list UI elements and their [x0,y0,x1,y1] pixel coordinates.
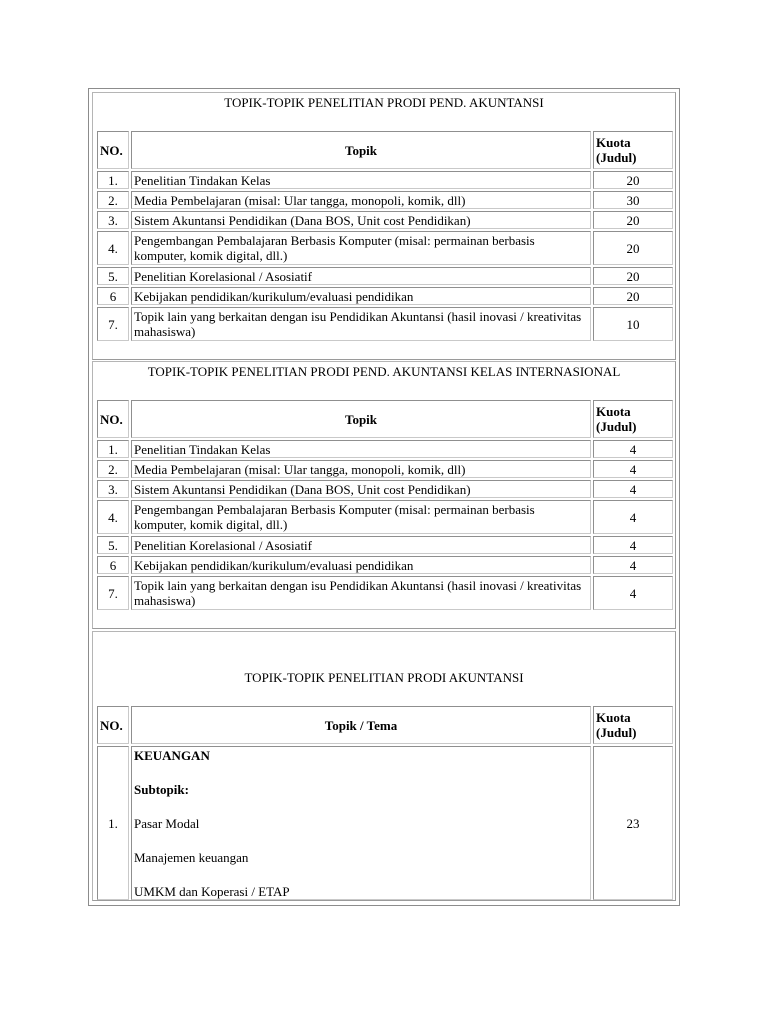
subtopic-item: UMKM dan Koperasi / ETAP [134,884,290,899]
row-quota: 4 [593,480,673,498]
topic-heading: KEUANGAN [134,748,210,763]
row-no: 4. [97,231,129,265]
row-quota: 30 [593,191,673,209]
row-no: 2. [97,460,129,478]
row-no: 3. [97,211,129,229]
row-topic: Pengembangan Pembalajaran Berbasis Komputer (misal: permainan berbasis komputer, komik digital, dll.) [131,500,591,534]
row-no: 4. [97,500,129,534]
row-no: 1. [97,746,129,900]
table-row [97,287,673,305]
row-topic: Kebijakan pendidikan/kurikulum/evaluasi pendidikan [131,287,591,305]
table-row [97,460,673,478]
topics-table [95,398,675,612]
row-quota: 20 [593,231,673,265]
row-quota: 4 [593,536,673,554]
row-no: 6 [97,556,129,574]
table-row [97,480,673,498]
row-no: 1. [97,440,129,458]
table-header-row [97,706,673,744]
row-topic: Media Pembelajaran (misal: Ular tangga, monopoli, komik, dll) [131,460,591,478]
table-row [97,171,673,189]
row-no: 7. [97,576,129,610]
row-quota: 20 [593,211,673,229]
section-title: TOPIK-TOPIK PENELITIAN PRODI PEND. AKUNTANSI KELAS INTERNASIONAL [147,364,621,379]
header-topic: Topik [131,400,591,438]
header-topic: Topik / Tema [131,706,591,744]
header-quota: Kuota (Judul) [593,400,673,438]
row-no: 5. [97,267,129,285]
table-row [97,231,673,265]
table-header-row [97,131,673,169]
topics-table [95,129,675,343]
header-quota: Kuota (Judul) [593,706,673,744]
section-title: TOPIK-TOPIK PENELITIAN PRODI PEND. AKUNTANSI [224,95,544,110]
table-row [97,536,673,554]
header-no: NO. [97,400,129,438]
row-quota: 20 [593,267,673,285]
row-quota: 20 [593,171,673,189]
header-no: NO. [97,706,129,744]
row-quota: 23 [593,746,673,900]
table-row [97,746,673,900]
row-topic: Topik lain yang berkaitan dengan isu Pendidikan Akuntansi (hasil inovasi / kreativitas mahasiswa) [131,307,591,341]
row-topic: Sistem Akuntansi Pendidikan (Dana BOS, Unit cost Pendidikan) [131,480,591,498]
row-no: 6 [97,287,129,305]
row-topic: Penelitian Tindakan Kelas [131,171,591,189]
subtopic-item: Pasar Modal [134,816,200,831]
row-no: 1. [97,171,129,189]
row-no: 5. [97,536,129,554]
row-quota: 4 [593,556,673,574]
section-pend-akuntansi-internasional [92,361,676,629]
row-topic: Media Pembelajaran (misal: Ular tangga, monopoli, komik, dll) [131,191,591,209]
header-quota: Kuota (Judul) [593,131,673,169]
row-topic-block [131,746,591,900]
row-no: 3. [97,480,129,498]
table-row [97,211,673,229]
row-topic: Kebijakan pendidikan/kurikulum/evaluasi pendidikan [131,556,591,574]
row-topic: Topik lain yang berkaitan dengan isu Pendidikan Akuntansi (hasil inovasi / kreativitas mahasiswa) [131,576,591,610]
table-row [97,556,673,574]
row-no: 2. [97,191,129,209]
section-akuntansi [92,631,676,901]
subtopic-label: Subtopik: [134,782,189,797]
table-row [97,576,673,610]
topics-table [95,704,675,902]
section-title: TOPIK-TOPIK PENELITIAN PRODI AKUNTANSI [244,670,524,685]
header-topic: Topik [131,131,591,169]
row-quota: 4 [593,460,673,478]
table-row [97,267,673,285]
row-topic: Pengembangan Pembalajaran Berbasis Komputer (misal: permainan berbasis komputer, komik digital, dll.) [131,231,591,265]
row-no: 7. [97,307,129,341]
row-topic: Penelitian Tindakan Kelas [131,440,591,458]
row-topic: Sistem Akuntansi Pendidikan (Dana BOS, Unit cost Pendidikan) [131,211,591,229]
row-quota: 4 [593,500,673,534]
row-topic: Penelitian Korelasional / Asosiatif [131,267,591,285]
table-row [97,440,673,458]
table-row [97,191,673,209]
row-quota: 10 [593,307,673,341]
row-quota: 4 [593,440,673,458]
table-header-row [97,400,673,438]
subtopic-item: Manajemen keuangan [134,850,249,865]
section-pend-akuntansi [92,92,676,360]
table-row [97,500,673,534]
row-quota: 20 [593,287,673,305]
header-no: NO. [97,131,129,169]
document-frame [88,88,680,906]
row-topic: Penelitian Korelasional / Asosiatif [131,536,591,554]
table-row [97,307,673,341]
row-quota: 4 [593,576,673,610]
